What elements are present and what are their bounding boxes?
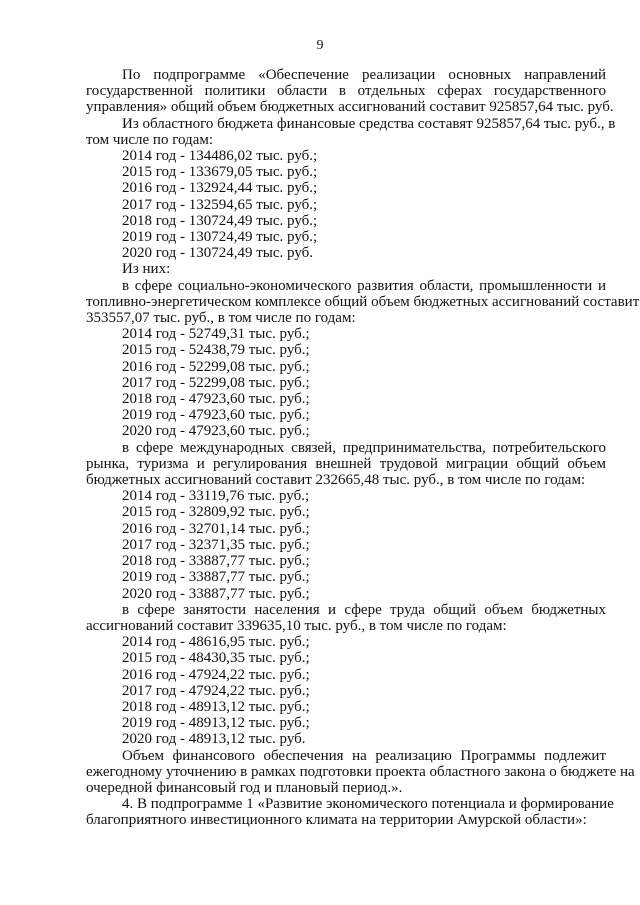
text-line: бюджетных ассигнований составит 232665,48 тыс. руб., в том числе по годам: bbox=[86, 472, 586, 489]
year-item: 2015 год - 133679,05 тыс. руб.; bbox=[122, 164, 318, 181]
text-line: Объем финансового обеспечения на реализацию Программы подлежит bbox=[122, 747, 606, 764]
year-item: 2014 год - 52749,31 тыс. руб.; bbox=[122, 326, 310, 343]
year-item: 2015 год - 52438,79 тыс. руб.; bbox=[122, 342, 310, 359]
international-year-list bbox=[86, 488, 606, 601]
year-item: 2019 год - 33887,77 тыс. руб.; bbox=[122, 569, 310, 586]
year-item: 2017 год - 52299,08 тыс. руб.; bbox=[122, 374, 310, 391]
year-item: 2016 год - 132924,44 тыс. руб.; bbox=[122, 180, 318, 197]
year-item: 2019 год - 48913,12 тыс. руб.; bbox=[122, 715, 310, 732]
year-item: 2017 год - 32371,35 тыс. руб.; bbox=[122, 536, 310, 553]
text-line: рынка, туризма и регулирования внешней трудовой миграции общий объем bbox=[86, 455, 606, 472]
year-item: 2018 год - 33887,77 тыс. руб.; bbox=[122, 553, 310, 570]
year-item: 2019 год - 47923,60 тыс. руб.; bbox=[122, 407, 310, 424]
year-item: 2019 год - 130724,49 тыс. руб.; bbox=[122, 229, 318, 246]
text-line: По подпрограмме «Обеспечение реализации основных направлений bbox=[122, 67, 606, 83]
employment-paragraph bbox=[86, 602, 606, 634]
employment-year-list bbox=[86, 634, 606, 747]
regional-budget-paragraph bbox=[86, 115, 616, 148]
text-line: государственной политики области в отдельных сферах государственного bbox=[86, 83, 606, 100]
year-item: 2014 год - 48616,95 тыс. руб.; bbox=[122, 634, 310, 651]
year-item: 2016 год - 47924,22 тыс. руб.; bbox=[122, 666, 310, 683]
year-item: 2018 год - 130724,49 тыс. руб.; bbox=[122, 212, 318, 229]
text-line: очередной финансовый год и плановый период.». bbox=[86, 779, 403, 796]
year-item: 2015 год - 48430,35 тыс. руб.; bbox=[122, 650, 310, 667]
year-item: 2016 год - 32701,14 тыс. руб.; bbox=[122, 520, 310, 537]
year-item: 2016 год - 52299,08 тыс. руб.; bbox=[122, 358, 310, 375]
text-line: 353557,07 тыс. руб., в том числе по годам: bbox=[86, 310, 356, 327]
funding-paragraph bbox=[86, 747, 635, 797]
text-line: 4. В подпрограмме 1 «Развитие экономического потенциала и формирование bbox=[122, 796, 614, 813]
year-item: 2015 год - 32809,92 тыс. руб.; bbox=[122, 504, 310, 521]
year-item: 2018 год - 47923,60 тыс. руб.; bbox=[122, 391, 310, 408]
intro-paragraph bbox=[86, 67, 614, 116]
text-line: в сфере занятости населения и сфере труда общий объем бюджетных bbox=[122, 601, 606, 618]
text-line: ассигнований составит 339635,10 тыс. руб., в том числе по годам: bbox=[86, 617, 507, 634]
text-line: в сфере международных связей, предпринимательства, потребительского bbox=[122, 439, 606, 456]
page-number: 9 bbox=[316, 38, 324, 53]
text-line: Из областного бюджета финансовые средства составят 925857,64 тыс. руб., в bbox=[122, 115, 616, 132]
text-line: том числе по годам: bbox=[86, 131, 214, 148]
year-item: 2020 год - 130724,49 тыс. руб. bbox=[122, 245, 314, 262]
socio-year-list bbox=[86, 326, 606, 439]
year-item: 2017 год - 47924,22 тыс. руб.; bbox=[122, 682, 310, 699]
of-which-label: Из них: bbox=[122, 261, 171, 278]
international-paragraph bbox=[86, 440, 606, 489]
text-line: топливно-энергетическом комплексе общий объем бюджетных ассигнований составит bbox=[86, 293, 640, 310]
year-item: 2020 год - 47923,60 тыс. руб.; bbox=[122, 423, 310, 440]
regional-year-list bbox=[86, 148, 606, 278]
year-item: 2018 год - 48913,12 тыс. руб.; bbox=[122, 698, 310, 715]
year-item: 2017 год - 132594,65 тыс. руб.; bbox=[122, 196, 318, 213]
document-body bbox=[86, 67, 640, 829]
year-item: 2014 год - 33119,76 тыс. руб.; bbox=[122, 488, 310, 505]
text-line: ежегодному уточнению в рамках подготовки проекта областного закона о бюджете на bbox=[86, 763, 635, 780]
item-4-paragraph bbox=[86, 796, 614, 829]
text-line: в сфере социально-экономического развития области, промышленности и bbox=[122, 277, 606, 294]
socio-economic-paragraph bbox=[86, 277, 640, 327]
year-item: 2020 год - 33887,77 тыс. руб.; bbox=[122, 585, 310, 602]
text-line: благоприятного инвестиционного климата на территории Амурской области»: bbox=[86, 812, 587, 829]
year-item: 2014 год - 134486,02 тыс. руб.; bbox=[122, 148, 318, 165]
text-line: управления» общий объем бюджетных ассигнований составит 925857,64 тыс. руб. bbox=[86, 99, 614, 116]
year-item: 2020 год - 48913,12 тыс. руб. bbox=[122, 731, 306, 748]
